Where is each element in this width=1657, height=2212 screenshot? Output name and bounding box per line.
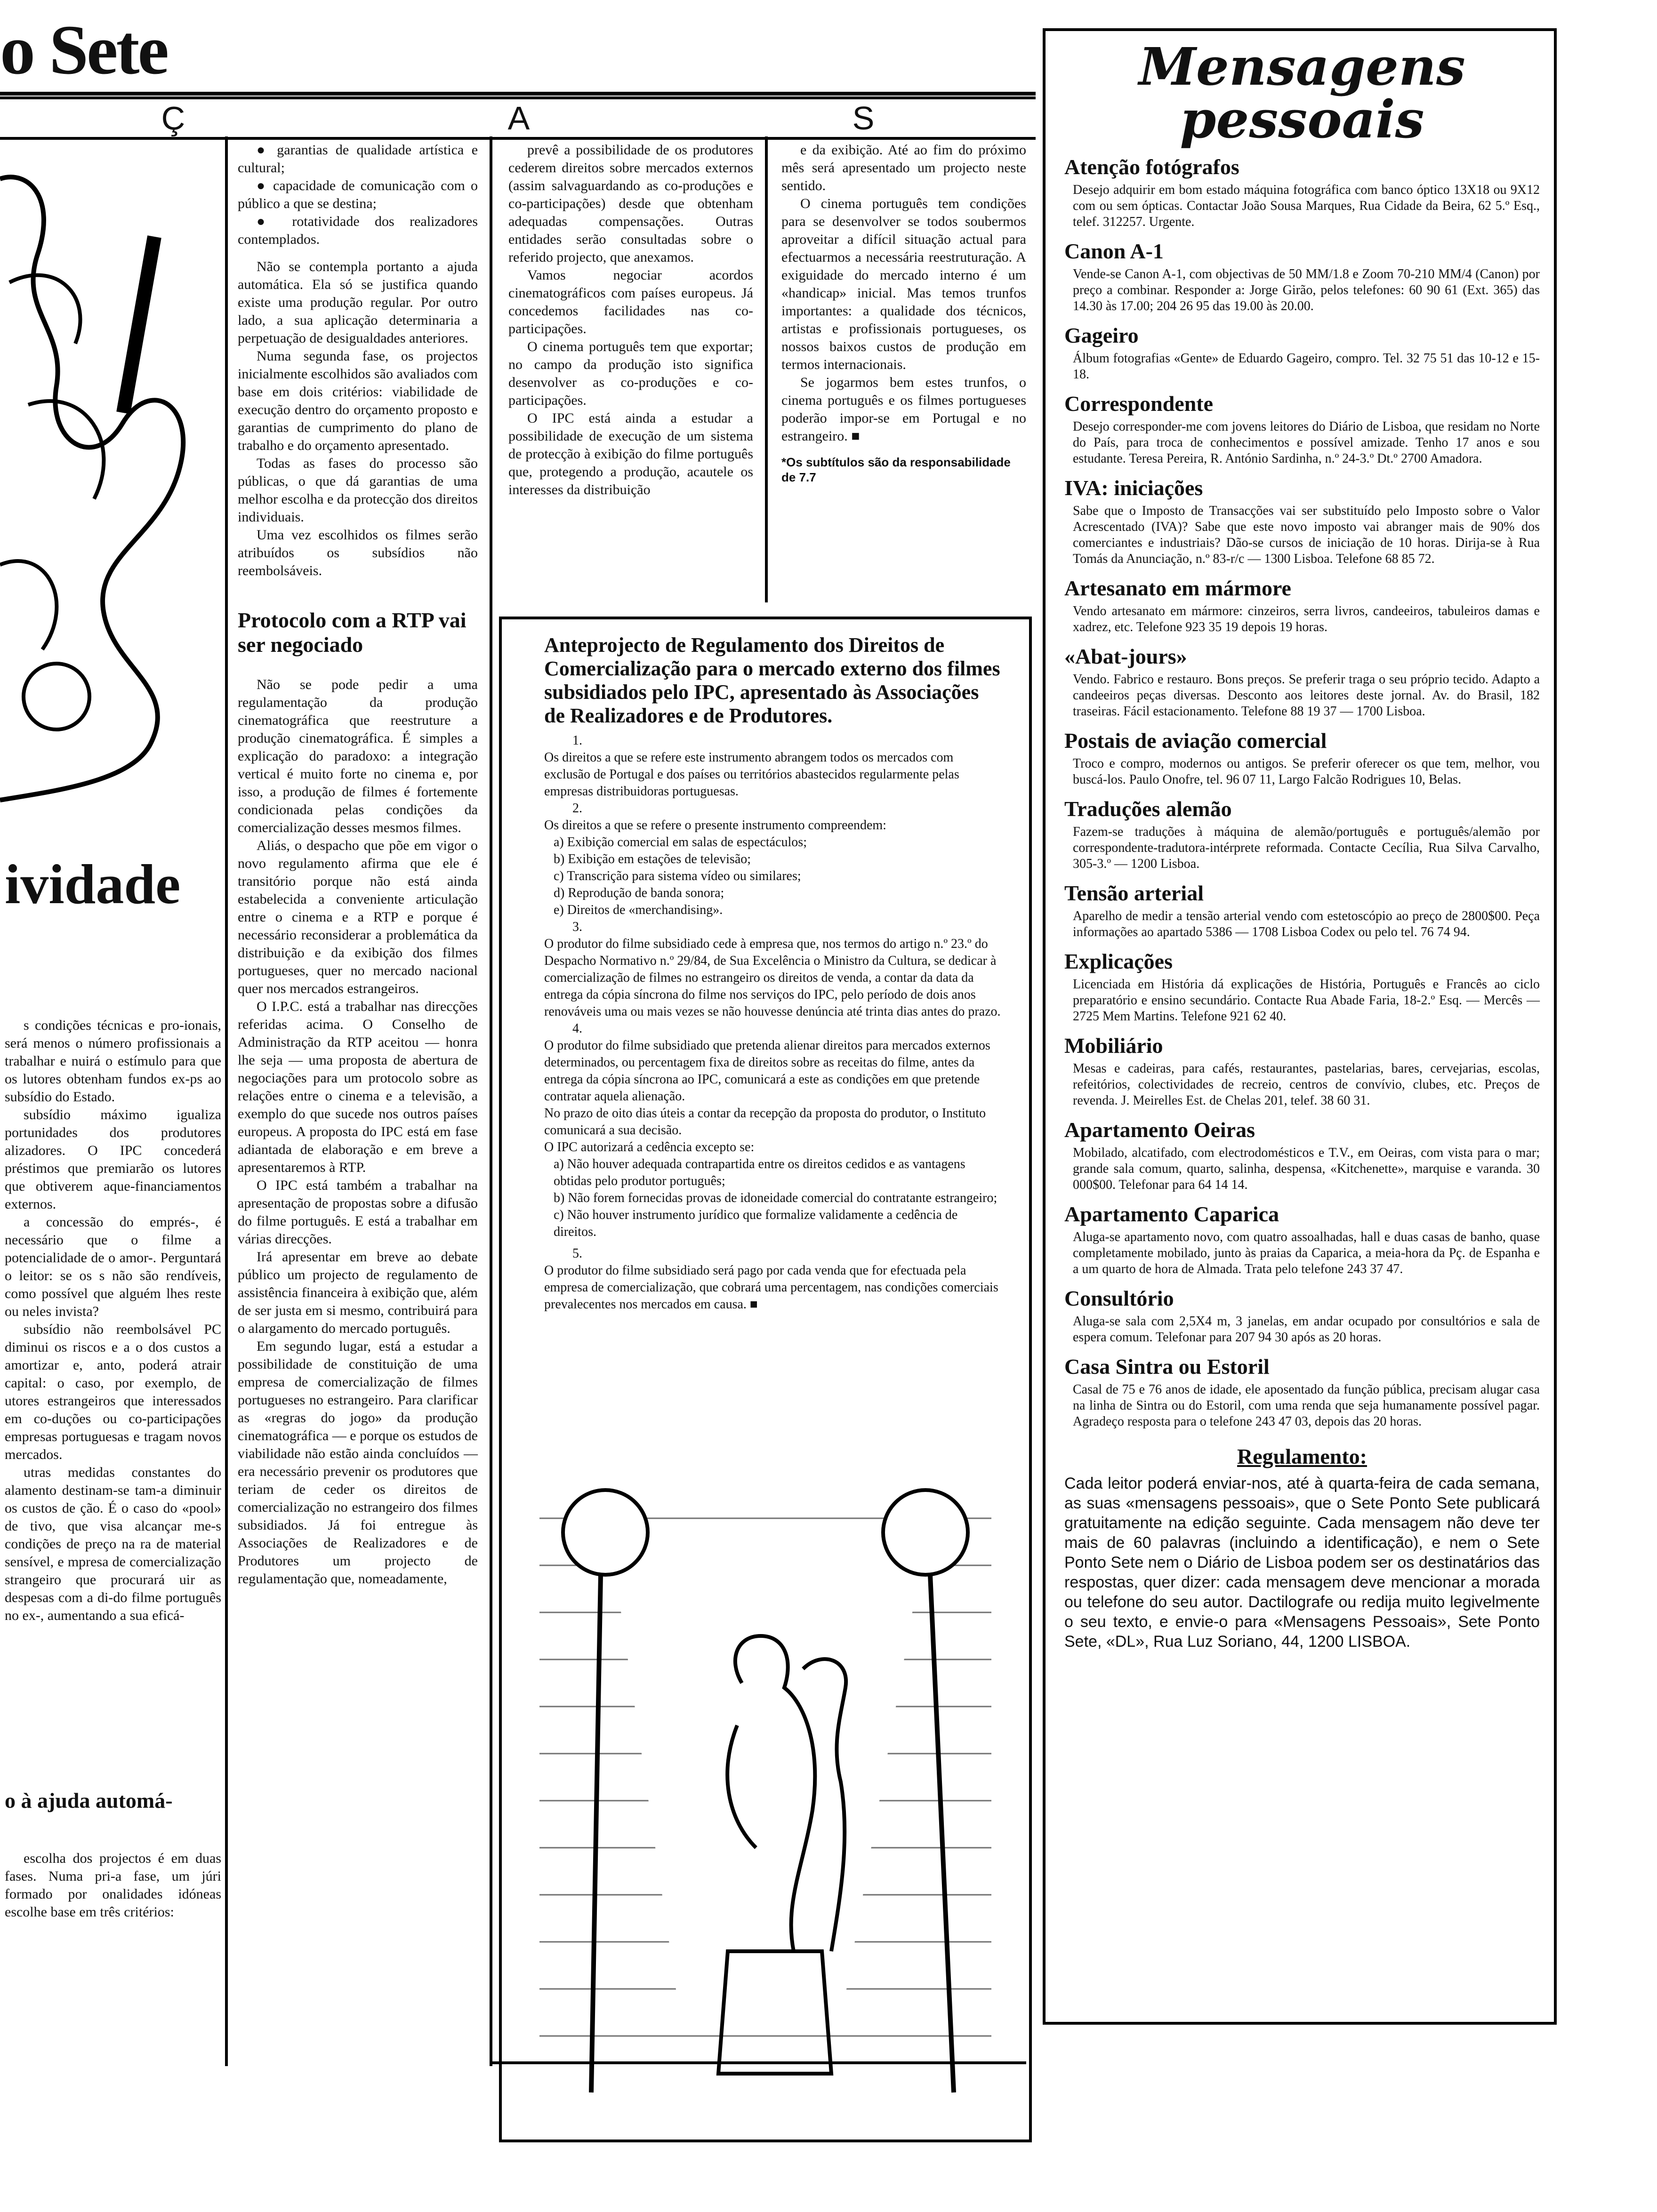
anteprojecto-title: Anteprojecto de Regulamento dos Direitos de Comercialização para o mercado externo dos filmes subsidiados pelo IPC, apresentado às Associações de Realizadores e de Produtores.: [544, 633, 1000, 727]
col3-paragraph: prevê a possibilidade de os produtores cederem direitos sobre mercados externos (assim salvaguardando as co-produções e co-participações) desde que obtenham adequadas compensações. Outras entidades serão consultadas sobre o referido projecto, que anexamos.: [508, 142, 753, 265]
ad-text: Sabe que o Imposto de Transacções vai ser substituído pelo Imposto sobre o Valor Acrescentado (IVA)? Sabe que este novo imposto vai abranger mais de 90% dos comerciantes e industriais? Dão-se cursos de iniciação de 10 horas. Dirija-se à Rua Tomás da Anunciação, n.º 83-r/c — 1300 Lisboa. Telefone 68 85 72.: [1073, 504, 1540, 566]
col2-paragraph: Numa segunda fase, os projectos inicialmente escolhidos são avaliados com base em dois critérios: viabilidade de execução dentro do orçamento proposto e garantias de cumprimento do plano de trabalho e do orçamento apresentado.: [238, 348, 478, 453]
col2-paragraph: Não se pode pedir a uma regulamentação da produção cinematográfica que reestruture a produção cinematográfica. É simples a explicação do paradoxo: a integração vertical é muito forte no cinema e, por isso, a produção de filmes é fortemente condicionada pelas condições da comercialização desses mesmos filmes.: [238, 677, 478, 835]
ad-title: Artesanato em mármore: [1064, 576, 1291, 600]
left-paragraph: subsídio máximo igualiza portunidades dos produtores alizadores. O IPC concederá préstimos que premiarão os lutores que obtiverem aque-financiamentos externos.: [5, 1107, 221, 1212]
col2-subheading: Protocolo com a RTP vai ser negociado: [238, 608, 467, 657]
ad-item: [1064, 576, 1540, 635]
ad-title: Gageiro: [1064, 323, 1139, 347]
ad-text: Mobilado, alcatifado, com electrodomésticos e T.V., em Oeiras, com vista para o mar; grande sala comum, quarto, salinha, despensa, «Kitchenette», marquise e varanda. 30 000$00. Telefonar para 64 14 14.: [1073, 1146, 1540, 1192]
article-1-text: Os direitos a que se refere este instrumento abrangem todos os mercados com exclusão de Portugal e dos países ou territórios abastecidos regularmente pelas empresas distribuidoras portuguesas.: [544, 750, 959, 799]
bottom-rule: [490, 2061, 1026, 2064]
ad-title: Apartamento Oeiras: [1064, 1118, 1255, 1142]
ad-text: Fazem-se traduções à máquina de alemão/português e português/alemão por correspondente-tradutora-intérprete reformada. Contacte Cecília, Rua Silva Carvalho, 305-3.º — 1200 Lisboa.: [1073, 825, 1540, 871]
anteprojecto-body: [544, 732, 1001, 1313]
left-column-tail: [5, 1850, 221, 1921]
ad-title: Postais de aviação comercial: [1064, 729, 1327, 753]
col3-paragraph: Vamos negociar acordos cinematográficos com países europeus. Já concedemos facilidades nas co-participações.: [508, 267, 753, 337]
col2-paragraph: Todas as fases do processo são públicas, o que dá garantias de uma melhor escolha e da protecção dos direitos individuais.: [238, 456, 478, 525]
article-2-list: [544, 834, 1001, 919]
left-big-heading: ividade: [5, 853, 181, 915]
col2-paragraph: Não se contempla portanto a ajuda automática. Ela só se justifica quando existe uma produção regular. Por outro lado, a sua aplicação determinaria a perpetuação de desigualdades anteriores.: [238, 259, 478, 346]
ad-item: [1064, 239, 1540, 314]
ad-title: «Abat-jours»: [1064, 644, 1187, 668]
ad-title: Mobiliário: [1064, 1034, 1163, 1058]
col4-paragraph: Se jogarmos bem estes trunfos, o cinema português e os filmes portugueses poderão impor-se em Portugal e no estrangeiro. ■: [781, 375, 1026, 444]
col2-paragraph: O IPC está também a trabalhar na apresentação de propostas sobre a difusão do filme português. E está a trabalhar em várias direcções.: [238, 1178, 478, 1247]
ad-item: [1064, 644, 1540, 720]
ad-item: [1064, 949, 1540, 1025]
ad-text: Vendo artesanato em mármore: cinzeiros, serra livros, candeeiros, tabuleiros damas e xadrez, etc. Telefone 923 35 19 depois 19 horas.: [1073, 604, 1540, 634]
left-subheading: o à ajuda automá-: [5, 1788, 173, 1812]
article-2-text: Os direitos a que se refere o presente instrumento compreendem:: [544, 818, 886, 833]
regulamento-text: Cada leitor poderá enviar-nos, até à quarta-feira de cada semana, as suas «mensagens pessoais», que o Sete Ponto Sete publicará gratuitamente na edição seguinte. Cada mensagem não deve ter mais de 60 palavras (incluindo a identificação), e nem o Sete Ponto Sete nem o Diário de Lisboa podem ser os destinatários das respostas, quer dizer: cada mensagem deve mencionar a morada ou telefone do seu autor. Dactilografe ou redija muito legivelmente o seu texto, e envie-o para «Mensagens Pessoais», Sete Ponto Sete, «DL», Rua Luz Soriano, 44, 1200 LISBOA.: [1064, 1475, 1540, 1651]
list-item: c) Transcrição para sistema vídeo ou similares;: [554, 869, 801, 883]
ad-item: [1064, 796, 1540, 872]
anteprojecto-box: [499, 617, 1032, 2142]
left-paragraph: subsídio não reembolsável PC diminui os riscos e a o dos custos a amortizar e, anto, poderá atrair capital: o caso, por exemplo, de utores estrangeiros que interessados em co-duções ou co-participações empresas portuguesas e tragam novos mercados.: [5, 1322, 221, 1462]
col4-paragraph: O cinema português tem condições para se desenvolver se todos soubermos aproveitar a difícil situação actual para efectuarmos a necessária reestruturação. A exiguidade do mercado interno é um «handicap» inicial. Mas temos trunfos importantes: a qualidade dos técnicos, artistas e profissionais portugueses, os nossos baixos custos de produção em termos internacionais.: [781, 196, 1026, 372]
ad-text: Mesas e cadeiras, para cafés, restaurantes, pastelarias, bares, cervejarias, escolas, refeitórios, colectividades de recreio, centros de convívio, clubes, etc. Preços de revenda. J. Meirelles Est. de Chelas 201, telef. 38 60 31.: [1073, 1061, 1540, 1108]
ad-text: Licenciada em História dá explicações de História, Português e Francês ao ciclo preparatório e ensino secundário. Contacte Rua Abade Faria, 18-2.º Esq. — Mercês — 2725 Mem Martins. Telefone 921 62 40.: [1073, 977, 1540, 1024]
bullet-item: ● rotatividade dos realizadores contemplados.: [238, 214, 478, 247]
left-paragraph: s condições técnicas e pro-ionais, será menos o número profissionais a trabalhar e nuirá o estímulo para que os lutores obtenham fundos ex-ps ao subsídio do Estado.: [5, 1018, 221, 1105]
ad-title: Correspondente: [1064, 392, 1214, 416]
ad-title: Consultório: [1064, 1286, 1174, 1310]
mensagens-title-line2: pessoais: [1180, 89, 1424, 150]
mensagens-box: [1043, 28, 1557, 2025]
article-4c-text: O IPC autorizará a cedência excepto se:: [544, 1140, 755, 1154]
ad-title: Explicações: [1064, 949, 1173, 973]
column-rule-2: [490, 136, 492, 2066]
ad-item: [1064, 1117, 1540, 1193]
column-4: [781, 141, 1026, 485]
ad-item: [1064, 1033, 1540, 1109]
section-letter-2: A: [507, 100, 530, 136]
section-bar: [0, 96, 1036, 140]
ad-text: Vende-se Canon A-1, com objectivas de 50 MM/1.8 e Zoom 70-210 MM/4 (Canon) por preço a combinar. Responder a: Jorge Girão, pelos telefones: 60 90 61 (Ext. 365) das 14.30 às 17.00; 204 26 95 das 19.00 às 20.00.: [1073, 267, 1540, 313]
article-number: 4.: [572, 1021, 582, 1036]
bullet-item: ● capacidade de comunicação com o público a que se destina;: [238, 178, 478, 211]
ad-title: Tensão arterial: [1064, 881, 1204, 905]
col2-paragraph: Uma vez escolhidos os filmes serão atribuídos os subsídios não reembolsáveis.: [238, 527, 478, 578]
film-couple-illustration: [539, 1481, 991, 2121]
ad-item: [1064, 475, 1540, 567]
ad-item: [1064, 1286, 1540, 1346]
ad-item: [1064, 881, 1540, 940]
col2-paragraph: Irá apresentar em breve ao debate público um projecto de regulamento de assistência financeira à exibição que, além de ser justa em si mesmo, contribuirá para o alargamento do mercado português.: [238, 1249, 478, 1336]
ad-item: [1064, 728, 1540, 788]
col2-paragraph: Em segundo lugar, está a estudar a possibilidade de constituição de uma empresa de comercialização de filmes portugueses no estrangeiro. Para clarificar as «regras do jogo» da produção cinematográfica — e porque os estudos de viabilidade não estão ainda concluídos — era necessário prevenir os produtores que teriam de ceder os direitos de comercialização no estrangeiro dos filmes subsidiados. Já foi entregue às Associações de Realizadores e de Produtores um projecto de regulamentação que, nomeadamente,: [238, 1338, 478, 1587]
column-3: [508, 141, 753, 499]
column-rule-1: [225, 136, 228, 2066]
list-item: b) Exibição em estações de televisão;: [554, 852, 751, 866]
left-column-text: [5, 1017, 221, 1625]
col2-paragraph: O I.P.C. está a trabalhar nas direcções referidas acima. O Conselho de Administração da RTP aceitou — honra lhe seja — uma proposta de abertura de negociações para um protocolo sobre as relações entre o cinema e a televisão, a exemplo do que sucede nos outros países europeus. A proposta do IPC está em fase adiantada de elaboração e em breve a apresentaremos à RTP.: [238, 999, 478, 1175]
ad-text: Casal de 75 e 76 anos de idade, ele aposentado da função pública, precisam alugar casa na linha de Sintra ou do Estoril, com uma renda que seja humanamente possível pagar. Agradeço resposta para o telefone 243 47 03, depois das 20 horas.: [1073, 1382, 1540, 1429]
ad-item: [1064, 391, 1540, 467]
article-4b-text: No prazo de oito dias úteis a contar da recepção da proposta do produtor, o Instituto comunicará a sua decisão.: [544, 1106, 986, 1138]
ad-text: Aluga-se apartamento novo, com quatro assoalhadas, hall e duas casas de banho, quase completamente mobilado, junto às praias da Caparica, a meia-hora da Pç. de Espanha e a um quarto de hora de Almada. Trata pelo telefone 243 37 47.: [1073, 1230, 1540, 1276]
list-item: a) Não houver adequada contrapartida entre os direitos cedidos e as vantagens obtidas pelo produtor português;: [554, 1157, 965, 1188]
col3-paragraph: O cinema português tem que exportar; no campo da produção isto significa desenvolver as co-produções e co-participações.: [508, 339, 753, 408]
article-4-text: O produtor do filme subsidiado que pretenda alienar direitos para mercados externos determinados, ou percentagem fixa de direitos sobre as receitas do filme, antes da entrega da cópia síncrona ao IPC, comunicará a este as condições em que pretende contratar aquela alienação.: [544, 1038, 990, 1104]
list-item: b) Não forem fornecidas provas de idoneidade comercial do contratante estrangeiro;: [554, 1191, 997, 1205]
article-3-text: O produtor do filme subsidiado cede à empresa que, nos termos do artigo n.º 23.º do Despacho Normativo n.º 29/84, de Sua Excelência o Ministro da Cultura, se dedicar à comercialização de filmes no estrangeiro os direitos de venda, a contar da data da entrega da cópia síncrona do filme nos serviços do IPC, pelo período de dois anos renováveis uma ou mais vezes se não houvesse denúncia até trinta dias antes do prazo.: [544, 937, 1001, 1019]
article-number: 5.: [572, 1246, 582, 1261]
article-number: 2.: [572, 801, 582, 816]
ad-title: Canon A-1: [1064, 239, 1164, 263]
article-number: 3.: [572, 920, 582, 934]
col4-footnote: *Os subtítulos são da responsabilidade de 7.7: [781, 455, 1011, 484]
ad-item: [1064, 1202, 1540, 1277]
left-tail-paragraph: escolha dos projectos é em duas fases. Numa pri-a fase, um júri formado por onalidades idóneas escolhe base em três critérios:: [5, 1851, 221, 1920]
left-paragraph: utras medidas constantes do alamento destinam-se tam-a diminuir os custos de ção. É o caso do «pool» de tivo, que visa alcançar me-s condições de preço na ra de material sensível, e mpresa de comercialização strangeiro que procurará uir as despesas com a di-do filme português no ex-, aumentando a sua eficá-: [5, 1465, 221, 1623]
list-item: c) Não houver instrumento jurídico que formalize validamente a cedência de direitos.: [554, 1208, 958, 1239]
left-paragraph: a concessão do emprés-, é necessário que o filme a potencialidade de o amor-. Perguntará o leitor: se os s não são rendíveis, como possível que alguém lhes reste ou neles invista?: [5, 1214, 221, 1319]
ad-title: Apartamento Caparica: [1064, 1202, 1279, 1226]
col2-paragraph: Aliás, o despacho que põe em vigor o novo regulamento afirma que ele é transitório porque não está ainda estabelecida a conveniente articulação entre o cinema e a RTP e porque é necessário reconsiderar a problemática da distribuição e da exibição dos filmes portugueses, quer no mercado nacional quer nos mercados estrangeiros.: [238, 838, 478, 996]
article-number: 1.: [572, 733, 582, 748]
ad-title: Casa Sintra ou Estoril: [1064, 1354, 1270, 1378]
ad-text: Desejo adquirir em bom estado máquina fotográfica com banco óptico 13X18 ou 9X12 com ou sem ópticas. Contactar João Sousa Marques, Rua Cidade da Beira, 62 5.º Esq., telef. 312257. Urgente.: [1073, 183, 1540, 229]
bullet-item: ● garantias de qualidade artística e cultural;: [238, 142, 478, 176]
ad-text: Vendo. Fabrico e restauro. Bons preços. Se preferir traga o seu próprio tecido. Adapto a candeeiros peças diversas. Desconto aos leitores deste jornal. Av. do Brasil, 182 traseiras. Fácil estacionamento. Telefone 88 19 37 — 1700 Lisboa.: [1073, 672, 1540, 719]
ads-list: [1064, 154, 1540, 1430]
article-5-text: O produtor do filme subsidiado será pago por cada venda que for efectuada pela empresa de comercialização, que cobrará uma percentagem, nas condições comerciais prevalecentes nos mercados em causa. ■: [544, 1263, 998, 1312]
article-4-list: [544, 1156, 1001, 1241]
list-item: e) Direitos de «merchandising».: [554, 903, 723, 917]
column-2: [238, 141, 478, 1588]
mensagens-title-line1: Mensagens: [1139, 36, 1465, 97]
masthead-title: o Sete: [0, 11, 168, 89]
col4-paragraph: e da exibição. Até ao fim do próximo mês será apresentado um projecto neste sentido.: [781, 142, 1026, 193]
ad-text: Troco e compro, modernos ou antigos. Se preferir oferecer os que tem, melhor, vou buscá-los. Paulo Onofre, tel. 96 07 11, Largo Falcão Rodrigues 10, Belas.: [1073, 756, 1540, 787]
ad-title: IVA: iniciações: [1064, 476, 1203, 500]
ad-text: Álbum fotografias «Gente» de Eduardo Gageiro, compro. Tel. 32 75 51 das 10-12 e 15-18.: [1073, 351, 1540, 382]
regulamento-title: Regulamento:: [1237, 1444, 1367, 1468]
list-item: d) Reprodução de banda sonora;: [554, 886, 724, 900]
ad-item: [1064, 323, 1540, 383]
masthead-rule: [0, 92, 1036, 96]
ad-item: [1064, 1354, 1540, 1430]
ad-text: Aparelho de medir a tensão arterial vendo com estetoscópio ao preço de 2800$00. Peça informações ao apartado 5386 — 1708 Lisboa Codex ou pelo tel. 76 74 94.: [1073, 909, 1540, 939]
list-item: a) Exibição comercial em salas de espectáculos;: [554, 835, 807, 850]
col3-paragraph: O IPC está ainda a estudar a possibilidade de execução de um sistema de protecção à exibição do filme português que, protegendo a produção, acautele os interesses da distribuição: [508, 410, 753, 497]
section-letter-3: S: [852, 100, 875, 136]
ad-item: [1064, 154, 1540, 230]
column-rule-3: [765, 136, 768, 602]
section-letter-1: Ç: [161, 100, 185, 136]
ad-title: Atenção fotógrafos: [1064, 155, 1239, 179]
ad-text: Desejo corresponder-me com jovens leitores do Diário de Lisboa, que residam no Norte do País, para troca de conhecimentos e possível amizade. Tenho 17 anos e sou estudante. Teresa Pereira, R. António Sardinha, n.º 24-3.º Dt.º 2700 Amadora.: [1073, 419, 1540, 466]
ad-title: Traduções alemão: [1064, 797, 1232, 821]
ad-text: Aluga-se sala com 2,5X4 m, 3 janelas, em andar ocupado por consultórios e sala de espera comum. Telefonar para 207 94 30 após as 20 horas.: [1073, 1314, 1540, 1345]
cartoon-illustration: [0, 141, 221, 824]
